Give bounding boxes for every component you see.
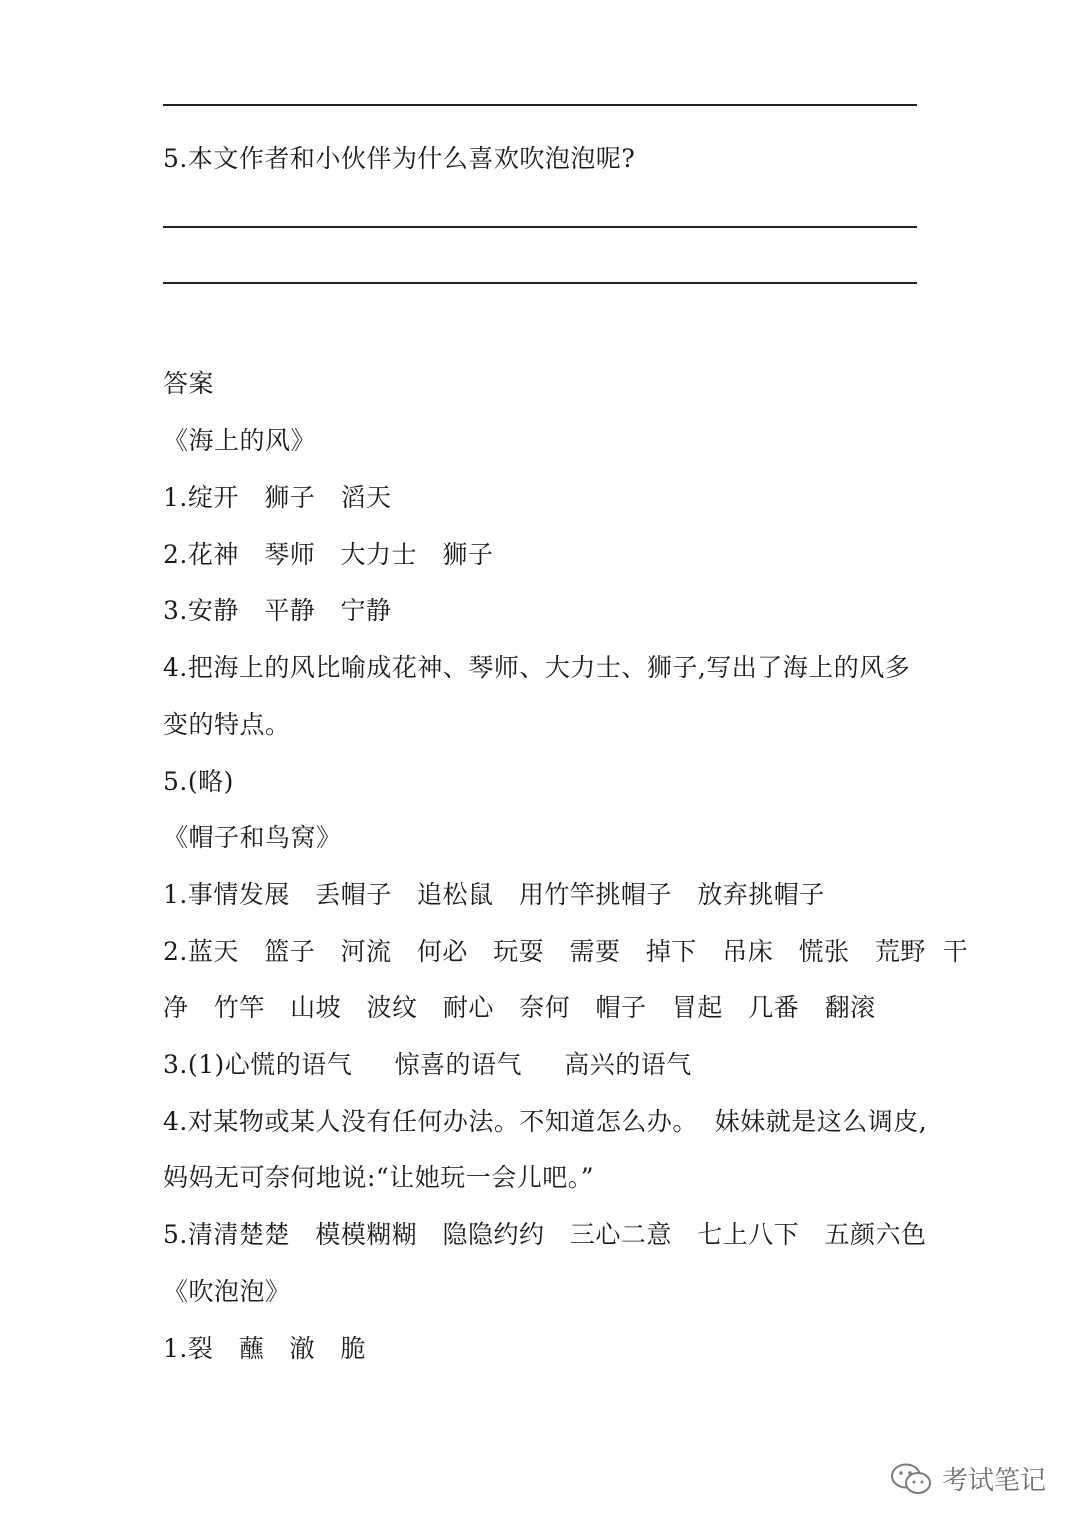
answer-blank-line: [163, 104, 917, 106]
answer-line: 2.花神 琴师 大力士 狮子: [163, 540, 494, 569]
answer-line: 5.清清楚楚 模模糊糊 隐隐约约 三心二意 七上八下 五颜六色: [163, 1220, 927, 1249]
section-title-maozi-he-niaowo: 《帽子和鸟窝》: [163, 823, 342, 852]
question-5: 5.本文作者和小伙伴为什么喜欢吹泡泡呢?: [163, 144, 636, 173]
answer-line: 妈妈无可奈何地说:“让她玩一会儿吧。”: [163, 1163, 594, 1192]
answer-line: 3.安静 平静 宁静: [163, 596, 392, 625]
watermark: [890, 1460, 1046, 1497]
answer-line: 1.绽开 狮子 滔天: [163, 483, 392, 512]
answer-line: 1.裂 蘸 澈 脆: [163, 1334, 366, 1363]
answer-line: 3.(1)心慌的语气 惊喜的语气 高兴的语气: [163, 1050, 692, 1079]
answer-line: 4.把海上的风比喻成花神、琴师、大力士、狮子,写出了海上的风多: [163, 653, 911, 682]
section-title-chui-paopao: 《吹泡泡》: [163, 1277, 291, 1306]
answer-line: 5.(略): [163, 767, 234, 796]
answers-heading: 答案: [163, 369, 215, 398]
section-title-haishang-de-feng: 《海上的风》: [163, 426, 317, 455]
answer-blank-line: [163, 226, 917, 228]
answer-line: 2.蓝天 篮子 河流 何必 玩耍 需要 掉下 吊床 慌张 荒野 干: [163, 937, 969, 966]
answer-line: 4.对某物或某人没有任何办法。不知道怎么办。 妹妹就是这么调皮,: [163, 1107, 928, 1136]
answer-blank-line: [163, 282, 917, 284]
watermark-text: 考试笔记: [941, 1466, 1046, 1496]
answer-line: 变的特点。: [163, 710, 291, 739]
answer-line: 1.事情发展 丢帽子 追松鼠 用竹竿挑帽子 放弃挑帽子: [163, 880, 825, 909]
answer-line: 净 竹竿 山坡 波纹 耐心 奈何 帽子 冒起 几番 翻滚: [163, 993, 876, 1022]
wechat-icon: [890, 1462, 932, 1496]
